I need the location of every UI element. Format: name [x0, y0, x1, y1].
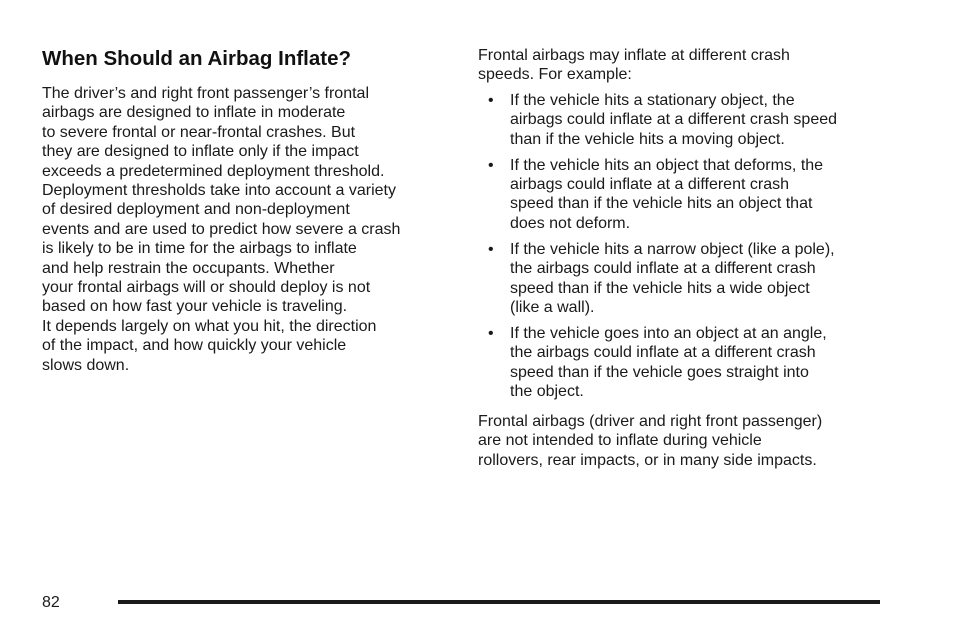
closing-paragraph: Frontal airbags (driver and right front passenger) are not intended to inflate during vehicle rollovers, rear impacts, or in many side impacts. — [478, 412, 823, 469]
list-item — [478, 91, 898, 149]
list-item — [478, 324, 898, 402]
list-item-text: If the vehicle hits an object that deforms, the airbags could inflate at a different crash speed than if the vehicle hits an object that does not deform. — [510, 156, 824, 232]
body-paragraph: The driver’s and right front passenger’s frontal airbags are designed to inflate in moderate to severe frontal or near-frontal crashes. But they are designed to inflate only if the impact exceeds a predetermined deployment threshold. Deployment thresholds take into account a variety of desired deployment and non-deployment events and are used to predict how severe a crash is likely to be in time for the airbags to inflate and help restrain the occupants. Whether your frontal airbags will or should deploy is not based on how fast your vehicle is traveling. It depends largely on what you hit, the direction of the impact, and how quickly your vehicle slows down. — [42, 85, 401, 374]
bullet-icon: • — [488, 325, 494, 343]
footer-divider — [118, 600, 880, 604]
intro-paragraph: Frontal airbags may inflate at different crash speeds. For example: — [478, 47, 790, 84]
bullet-icon: • — [488, 156, 494, 174]
list-item — [478, 156, 898, 234]
left-column — [42, 46, 452, 375]
list-item-text: If the vehicle goes into an object at an angle, the airbags could inflate at a different crash speed than if the vehicle goes straight into the object. — [510, 325, 827, 401]
list-item-text: If the vehicle hits a stationary object, the airbags could inflate at a different crash speed than if the vehicle hits a moving object. — [510, 91, 838, 148]
bullet-icon: • — [488, 91, 494, 109]
example-list — [478, 91, 898, 402]
list-item-text: If the vehicle hits a narrow object (like a pole), the airbags could inflate at a different crash speed than if the vehicle hits a wide object (like a wall). — [510, 240, 835, 317]
section-heading: When Should an Airbag Inflate? — [42, 47, 352, 70]
list-item — [478, 240, 898, 318]
right-column — [478, 46, 898, 470]
bullet-icon: • — [488, 240, 494, 258]
page-number: 82 — [42, 594, 60, 611]
